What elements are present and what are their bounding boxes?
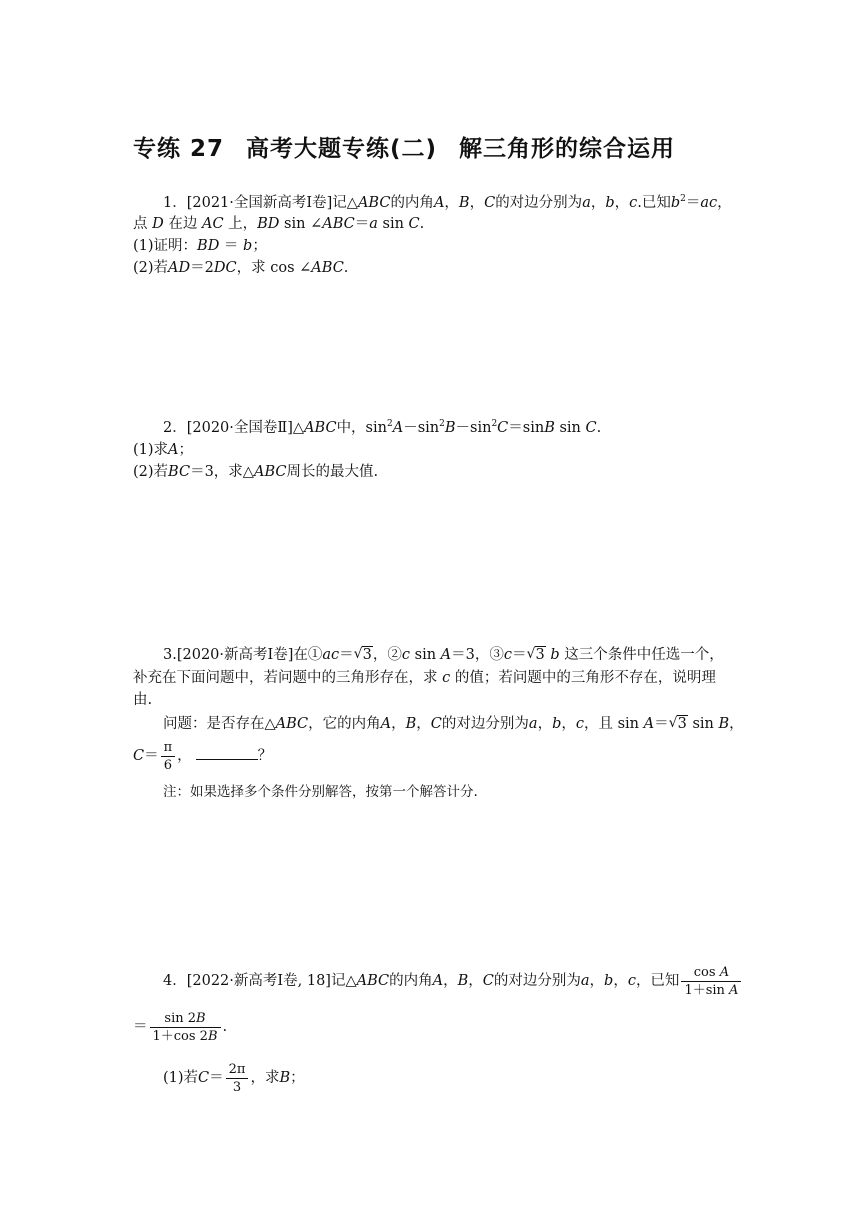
q3-source: 3.[2020·新高考Ⅰ卷] (163, 647, 294, 663)
q1-line2: 点 D 在边 AC 上，BD sin ∠ABC＝a sin C. (133, 216, 425, 232)
q2-sub1: (1)求A； (133, 442, 194, 458)
fraction: $\frac{2\pi}{3}$ (226, 1061, 249, 1096)
q3-line2: 补充在下面问题中，若问题中的三角形存在，求 c 的值；若问题中的三角形不存在，说明理 (133, 670, 716, 686)
q3-note: 注：如果选择多个条件分别解答，按第一个解答计分. (163, 784, 478, 800)
q4-line1: 4．[2022·新高考Ⅰ卷, 18]记△ABC的内角A，B，C的对边分别为a，b，c，已知 $\frac{\text{cos A}}{\text{1＋sin A}}$ (163, 962, 743, 1000)
q1-sub2: (2)若AD＝2DC，求 cos ∠ABC. (133, 260, 349, 276)
q3-line1: 3.[2020·新高考Ⅰ卷]在①ac＝ √ 3，②c sin A＝3，③c＝ √ 3 b 这三个条件中任选一个， (163, 646, 724, 663)
q2-sub2: (2)若BC＝3，求△ABC周长的最大值. (133, 464, 379, 480)
page-title (133, 130, 675, 163)
q3-line3: 由. (133, 692, 153, 708)
q4-sub1: (1)若C＝ $\frac{2\pi}{3}$ ，求B； (163, 1061, 305, 1095)
title-topic: 高考大题专练(二) (246, 136, 438, 162)
q1-line1: 1．[2021·全国新高考Ⅰ卷]记△ABC的内角A，B，C的对边分别为a，b，c.已知$b^2=ac$， (163, 194, 732, 211)
q4-line2: ＝ $\frac{\sin 2B}{1+\cos 2B}$ . (133, 1010, 228, 1044)
fraction: $\frac{\sin 2B}{1+\cos 2B}$ (150, 1010, 221, 1045)
q2-source: 2．[2020·全国卷Ⅱ] (163, 420, 293, 436)
fraction: $\frac{\text{cos A}}{\text{1＋sin A}}$ (681, 964, 741, 999)
sqrt-symbol: √ 3 (668, 715, 687, 732)
q3-condition: C＝ $\frac{\pi}{6}$ ， ？ (133, 739, 273, 773)
title-subject: 解三角形的综合运用 (459, 136, 676, 162)
q4-source: 4．[2022·新高考Ⅰ卷, 18] (163, 973, 331, 989)
fraction: $\frac{\pi}{6}$ (161, 739, 176, 774)
answer-blank (196, 745, 258, 760)
q3-problem: 问题：是否存在△ABC，它的内角A，B，C的对边分别为a，b，c，且 sin A＝ √ 3 sin B， (163, 715, 744, 732)
q1-sub1: (1)证明：BD ＝ b； (133, 238, 267, 254)
q1-source: 1．[2021·全国新高考Ⅰ卷] (163, 195, 333, 211)
sqrt-symbol: √ 3 (526, 646, 545, 663)
sqrt-symbol: √ 3 (353, 646, 372, 663)
q2-line1: 2．[2020·全国卷Ⅱ]△ABC中，$\sin^2A-\sin^2B-\sin^2C=\sin B$ sin C. (163, 419, 602, 436)
title-number: 专练 27 (133, 136, 225, 162)
